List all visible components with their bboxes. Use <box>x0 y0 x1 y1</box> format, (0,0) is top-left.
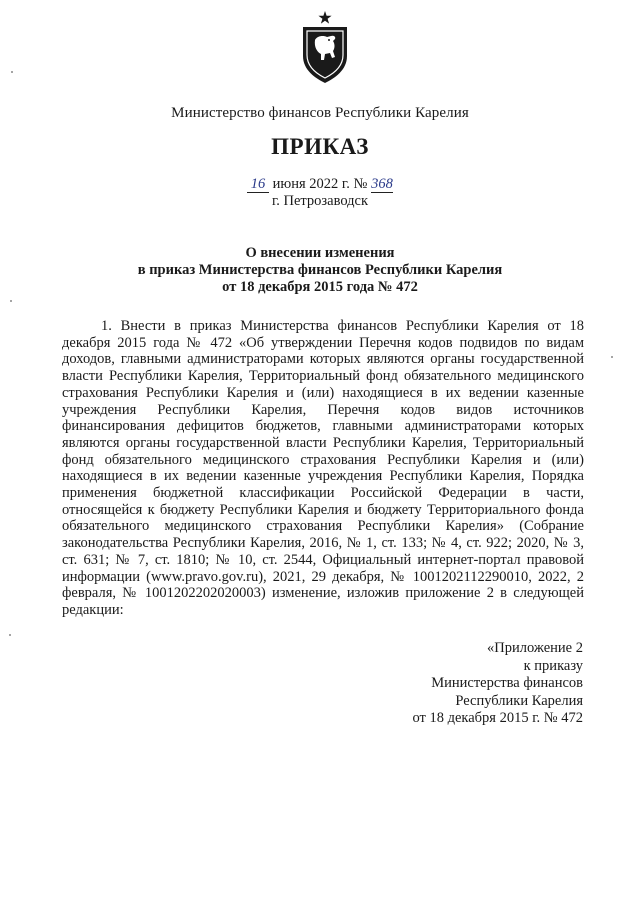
scan-speck <box>611 356 613 358</box>
title-line-1: О внесении изменения <box>245 245 395 261</box>
annex-line-3: Министерства финансов <box>431 675 583 691</box>
document-type: ПРИКАЗ <box>271 134 369 159</box>
date-line <box>0 176 640 193</box>
scan-speck <box>10 300 12 302</box>
handwritten-number: 368 <box>371 176 393 192</box>
annex-line-4: Республики Карелия <box>455 692 583 709</box>
handwritten-day: 16 <box>247 177 269 193</box>
annex-line-2: к приказу <box>523 657 583 674</box>
document-title <box>0 245 640 296</box>
city: г. Петрозаводск <box>271 193 369 209</box>
annex-line-5: от 18 декабря 2015 г. № 472 <box>412 710 583 726</box>
annex-line-1: «Приложение 2 <box>487 640 583 656</box>
title-line-3: от 18 декабря 2015 года № 472 <box>222 279 418 295</box>
scan-speck <box>11 71 13 73</box>
star-icon <box>318 11 331 24</box>
title-line-2: в приказ Министерства финансов Республики Карелия <box>137 262 503 278</box>
shield-shape <box>303 27 347 83</box>
body-paragraph-1: 1. Внести в приказ Министерства финансов Республики Карелия от 18 декабря 2015 года № 472 «Об утверждении Перечня кодов подвидов по видам доходов, главными администраторами которых являются органы государственной власти Республики Карелия, Территориальный фонд обязательного медицинского страхования Республики Карелия и (или) находящиеся в их ведении казенные учреждения Республики Карелия, Перечня кодов видов источников финансирования дефицитов бюджетов, главными администраторами которых являются органы государственной власти Республики Карелия, Территориальный фонд обязательного медицинского страхования Республики Карелия и (или) находящиеся в их ведении казенные учреждения Республики Карелия, Порядка применения бюджетной классификации Российской Федерации в части, относящейся к бюджету Республики Карелия и бюджету Территориального фонда обязательного медицинского страхования Республики Карелия» (Собрание законодательства Республики Карелия, 2016, № 1, ст. 133; № 4, ст. 922; 2020, № 3, ст. 631; № 7, ст. 1810; № 10, ст. 2544, Официальный интернет-портал правовой информации (www.pravo.gov.ru), 2021, 29 декабря, № 1001202112290010, 2022, 2 февраля, № 1001202202020003) изменение, изложив приложение 2 в следующей редакции: <box>62 318 584 618</box>
coat-of-arms-icon <box>299 10 351 86</box>
scan-speck <box>9 634 11 636</box>
annex-reference <box>412 640 583 728</box>
ministry-name: Министерство финансов Республики Карелия <box>171 105 469 121</box>
date-text: июня 2022 г. № <box>272 176 368 192</box>
